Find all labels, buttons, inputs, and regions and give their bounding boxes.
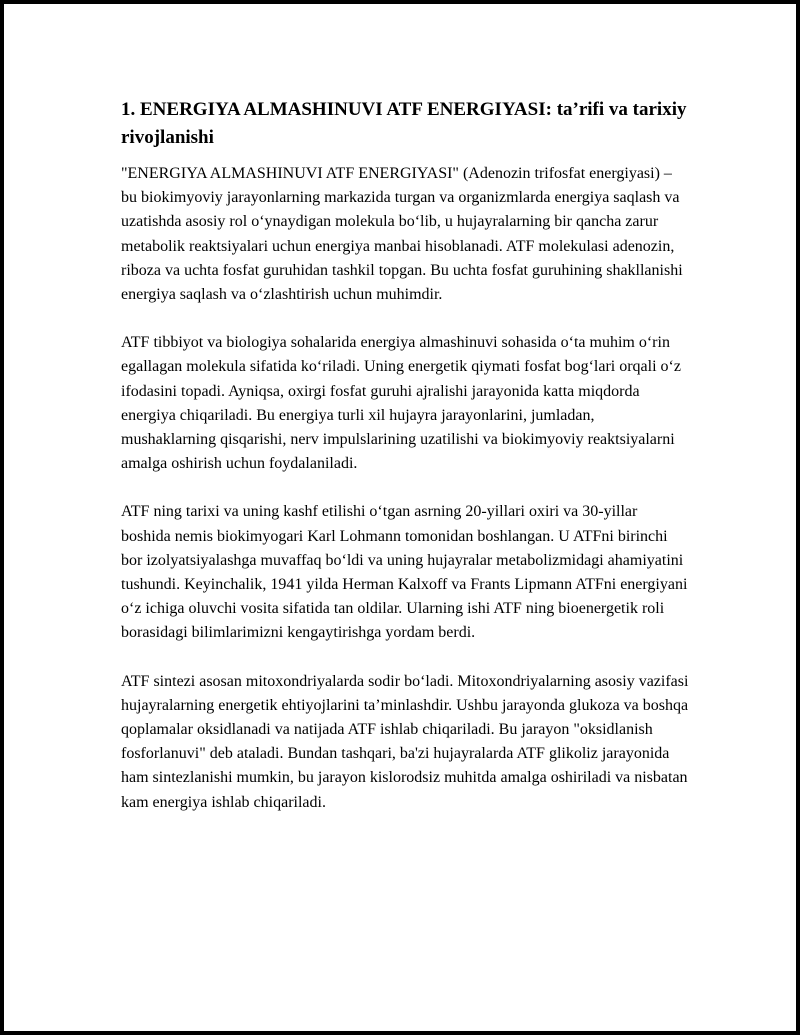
document-body bbox=[121, 96, 691, 839]
paragraph-significance: ATF tibbiyot va biologiya sohalarida energiya almashinuvi sohasida o‘ta muhim o‘rin egallagan molekula sifatida ko‘riladi. Uning energetik qiymati fosfat bog‘lari orqali o‘z ifodasini topadi. Ayniqsa, oxirgi fosfat guruhi ajralishi jarayonida katta miqdorda energiya chiqariladi. Bu energiya turli xil hujayra jarayonlarini, jumladan, mushaklarning qisqarishi, nerv impulslarining uzatilishi va biokimyoviy reaktsiyalarni amalga oshirish uchun foydalaniladi. bbox=[121, 334, 681, 473]
section-heading: 1. ENERGIYA ALMASHINUVI ATF ENERGIYASI: ta’rifi va tarixiy rivojlanishi bbox=[121, 99, 687, 148]
paragraph-definition: "ENERGIYA ALMASHINUVI ATF ENERGIYASI" (Adenozin trifosfat energiyasi) – bu biokimyoviy jarayonlarning markazida turgan va organizmlarda energiya saqlash va uzatishda asosiy rol o‘ynaydigan molekula bo‘lib, u hujayralarning bir qancha zarur metabolik reaktsiyalari uchun energiya manbai hisoblanadi. ATF molekulasi adenozin, riboza va uchta fosfat guruhidan tashkil topgan. Bu uchta fosfat guruhining shakllanishi energiya saqlash va o‘zlashtirish uchun muhimdir. bbox=[121, 165, 683, 304]
paragraph-history: ATF ning tarixi va uning kashf etilishi o‘tgan asrning 20-yillari oxiri va 30-yillar boshida nemis biokimyogari Karl Lohmann tomonidan boshlangan. U ATFni birinchi bor izolyatsiyalashga muvaffaq bo‘ldi va uning hujayralar metabolizmidagi ahamiyatini tushundi. Keyinchalik, 1941 yilda Herman Kalxoff va Frants Lipmann ATFni energiyani o‘z ichiga oluvchi vosita sifatida tan oldilar. Ularning ishi ATF ning bioenergetik roli borasidagi bilimlarimizni kengaytirishga yordam berdi. bbox=[121, 503, 688, 642]
paragraph-synthesis: ATF sintezi asosan mitoxondriyalarda sodir bo‘ladi. Mitoxondriyalarning asosiy vazifasi hujayralarning energetik ehtiyojlarini ta’minlashdir. Ushbu jarayonda glukoza va boshqa qoplamalar oksidlanadi va natijada ATF ishlab chiqariladi. Bu jarayon "oksidlanish fosforlanuvi" deb ataladi. Bundan tashqari, ba'zi hujayralarda ATF glikoliz jarayonida ham sintezlanishi mumkin, bu jarayon kislorodsiz muhitda amalga oshiriladi va nisbatan kam energiya ishlab chiqariladi. bbox=[121, 672, 689, 811]
